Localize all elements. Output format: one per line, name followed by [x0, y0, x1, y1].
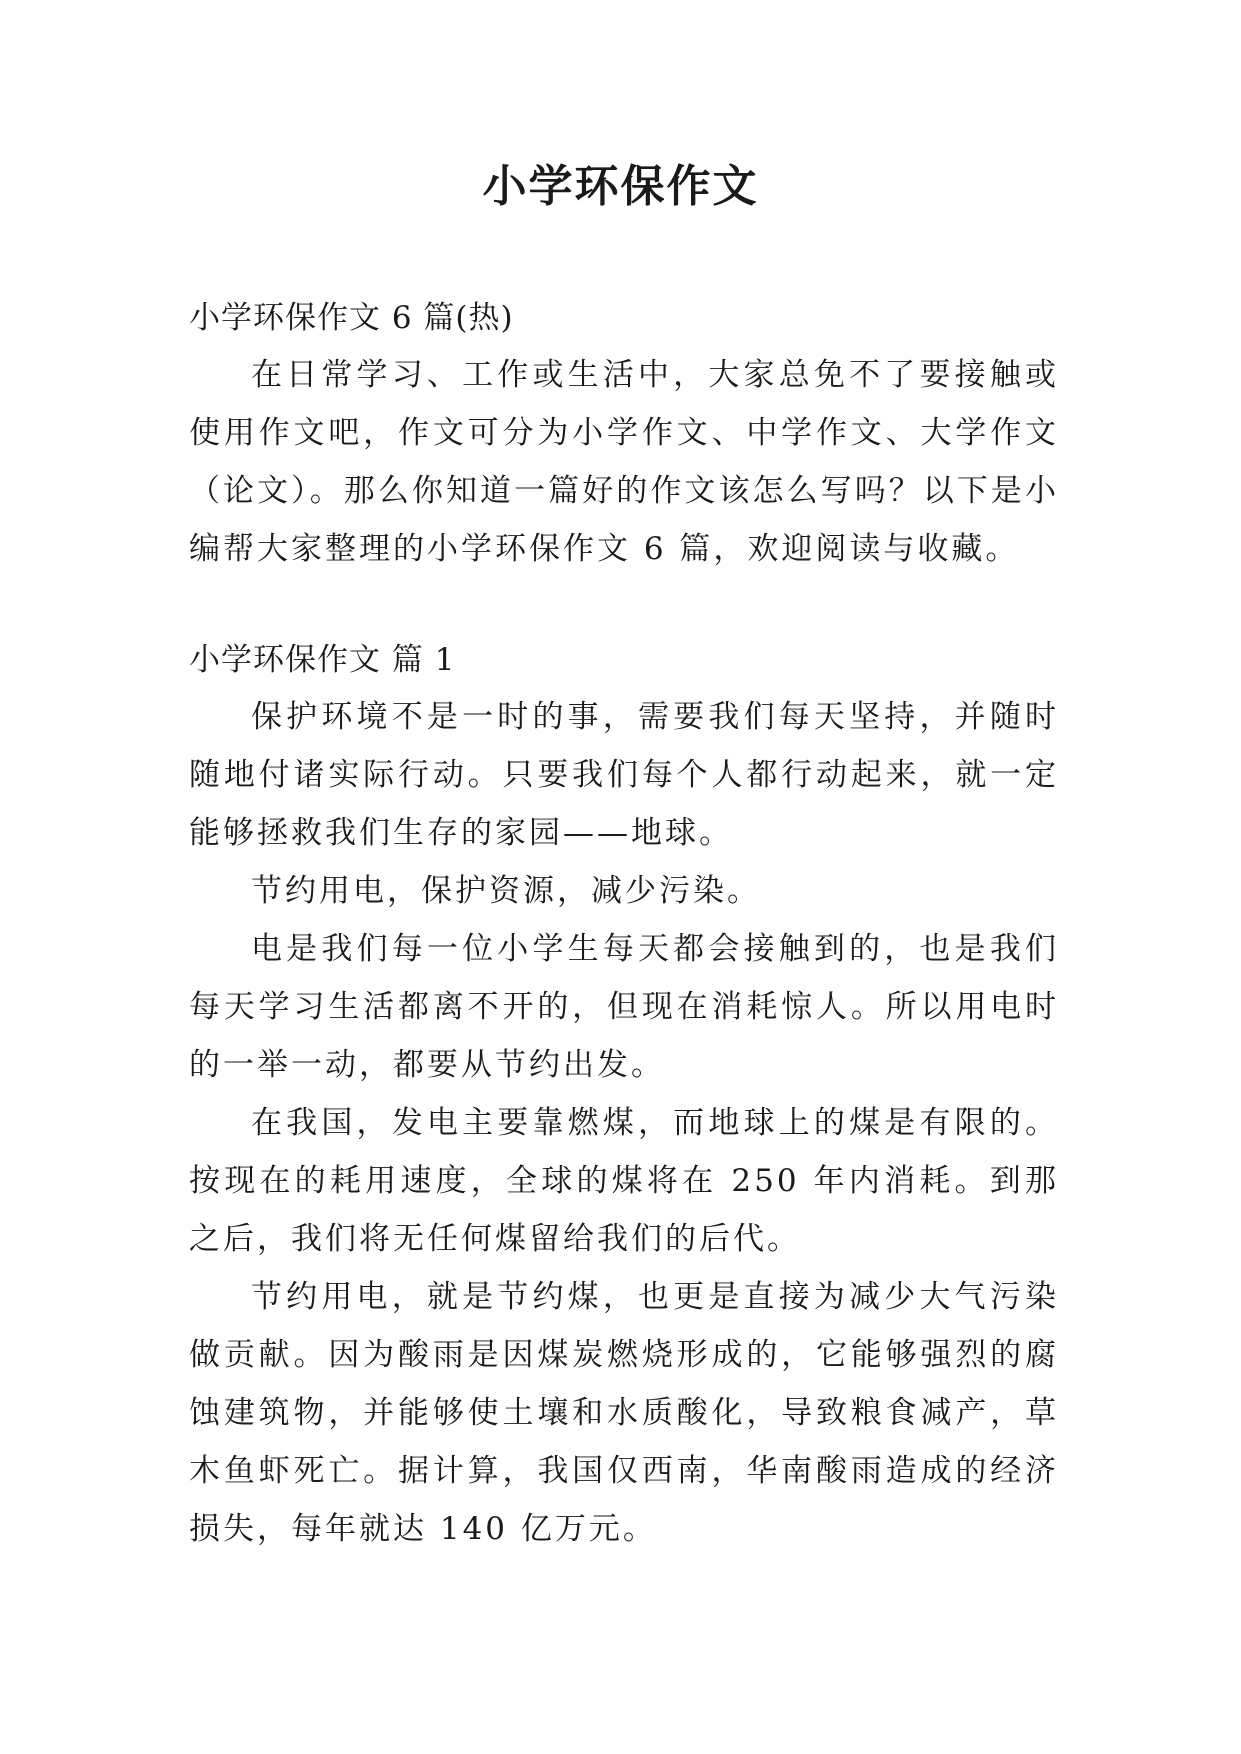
document-body — [189, 290, 1059, 1558]
page-title: 小学环保作文 — [482, 161, 759, 212]
body-paragraph: 电是我们每一位小学生每天都会接触到的，也是我们每天学习生活都离不开的，但现在消耗惊人。所以用电时的一举一动，都要从节约出发。 — [189, 931, 1059, 1083]
document-subtitle: 小学环保作文 6 篇(热) — [189, 300, 514, 336]
section-spacer — [189, 578, 1059, 632]
body-paragraph: 节约用电，保护资源，减少污染。 — [251, 873, 761, 909]
section-heading: 小学环保作文 篇 1 — [189, 642, 456, 678]
intro-paragraph: 在日常学习、工作或生活中，大家总免不了要接触或使用作文吧，作文可分为小学作文、中学作文、大学作文（论文）。那么你知道一篇好的作文该怎么写吗？以下是小编帮大家整理的小学环保作文 6 篇，欢迎阅读与收藏。 — [189, 357, 1059, 567]
body-paragraph: 在我国，发电主要靠燃煤，而地球上的煤是有限的。按现在的耗用速度，全球的煤将在 250 年内消耗。到那之后，我们将无任何煤留给我们的后代。 — [189, 1105, 1059, 1257]
body-paragraph: 节约用电，就是节约煤，也更是直接为减少大气污染做贡献。因为酸雨是因煤炭燃烧形成的，它能够强烈的腐蚀建筑物，并能够使土壤和水质酸化，导致粮食减产，草木鱼虾死亡。据计算，我国仅西南，华南酸雨造成的经济损失，每年就达 140 亿万元。 — [189, 1279, 1059, 1547]
body-paragraph: 保护环境不是一时的事，需要我们每天坚持，并随时随地付诸实际行动。只要我们每个人都行动起来，就一定能够拯救我们生存的家园——地球。 — [189, 699, 1059, 851]
